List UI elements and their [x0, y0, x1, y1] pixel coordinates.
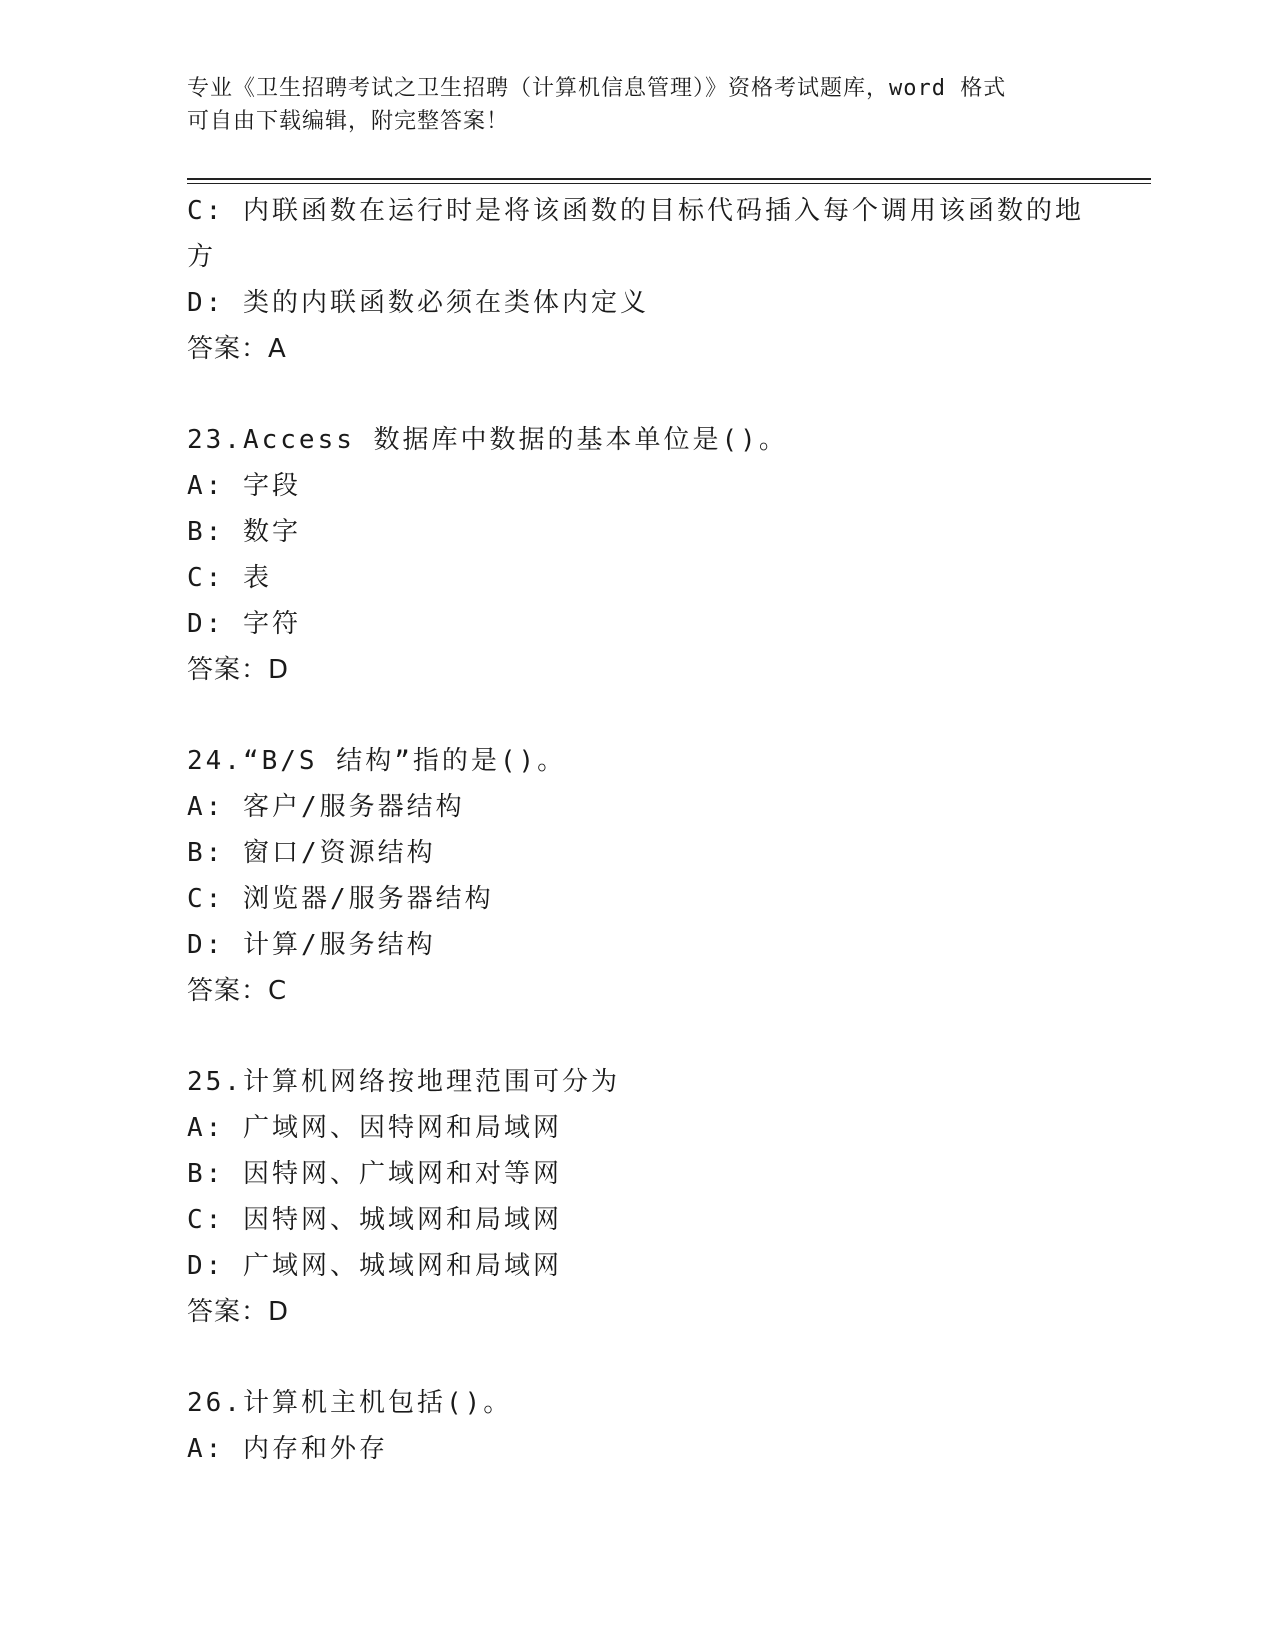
header-divider-thin [187, 183, 1151, 184]
question-26 [187, 1380, 1087, 1472]
option-c: C: 内联函数在运行时是将该函数的目标代码插入每个调用该函数的地 [187, 196, 1084, 226]
answer: 答案：C [187, 976, 288, 1006]
option-d: D: 类的内联函数必须在类体内定义 [187, 288, 649, 318]
question-list [187, 188, 1087, 1472]
answer: 答案：D [187, 1297, 290, 1327]
header-divider-thick [187, 178, 1151, 180]
option-a: A: 客户/服务器结构 [187, 792, 465, 822]
question-24 [187, 738, 1087, 1014]
question-text: 26.计算机主机包括()。 [187, 1388, 513, 1418]
answer: 答案：D [187, 655, 290, 685]
question-23 [187, 417, 1087, 693]
option-b: B: 数字 [187, 517, 301, 547]
question-text: 25.计算机网络按地理范围可分为 [187, 1067, 620, 1097]
question-text: 23.Access 数据库中数据的基本单位是()。 [187, 425, 788, 455]
option-d: D: 广域网、城域网和局域网 [187, 1251, 562, 1281]
question-text: 24.“B/S 结构”指的是()。 [187, 746, 567, 776]
option-c: C: 浏览器/服务器结构 [187, 884, 494, 914]
answer: 答案：A [187, 334, 287, 364]
option-a: A: 字段 [187, 471, 301, 501]
option-c-continued: 方 [187, 242, 217, 272]
option-d: D: 字符 [187, 609, 301, 639]
option-c: C: 因特网、城域网和局域网 [187, 1205, 562, 1235]
option-b: B: 因特网、广域网和对等网 [187, 1159, 562, 1189]
option-c: C: 表 [187, 563, 272, 593]
header-line-1: 专业《卫生招聘考试之卫生招聘（计算机信息管理）》资格考试题库，word 格式 [187, 76, 1007, 101]
question-25 [187, 1059, 1087, 1335]
document-header [187, 72, 1067, 138]
option-d: D: 计算/服务结构 [187, 930, 436, 960]
option-a: A: 广域网、因特网和局域网 [187, 1113, 562, 1143]
question-22 [187, 188, 1087, 372]
option-b: B: 窗口/资源结构 [187, 838, 436, 868]
option-a: A: 内存和外存 [187, 1434, 388, 1464]
header-line-2: 可自由下载编辑，附完整答案！ [187, 109, 510, 134]
